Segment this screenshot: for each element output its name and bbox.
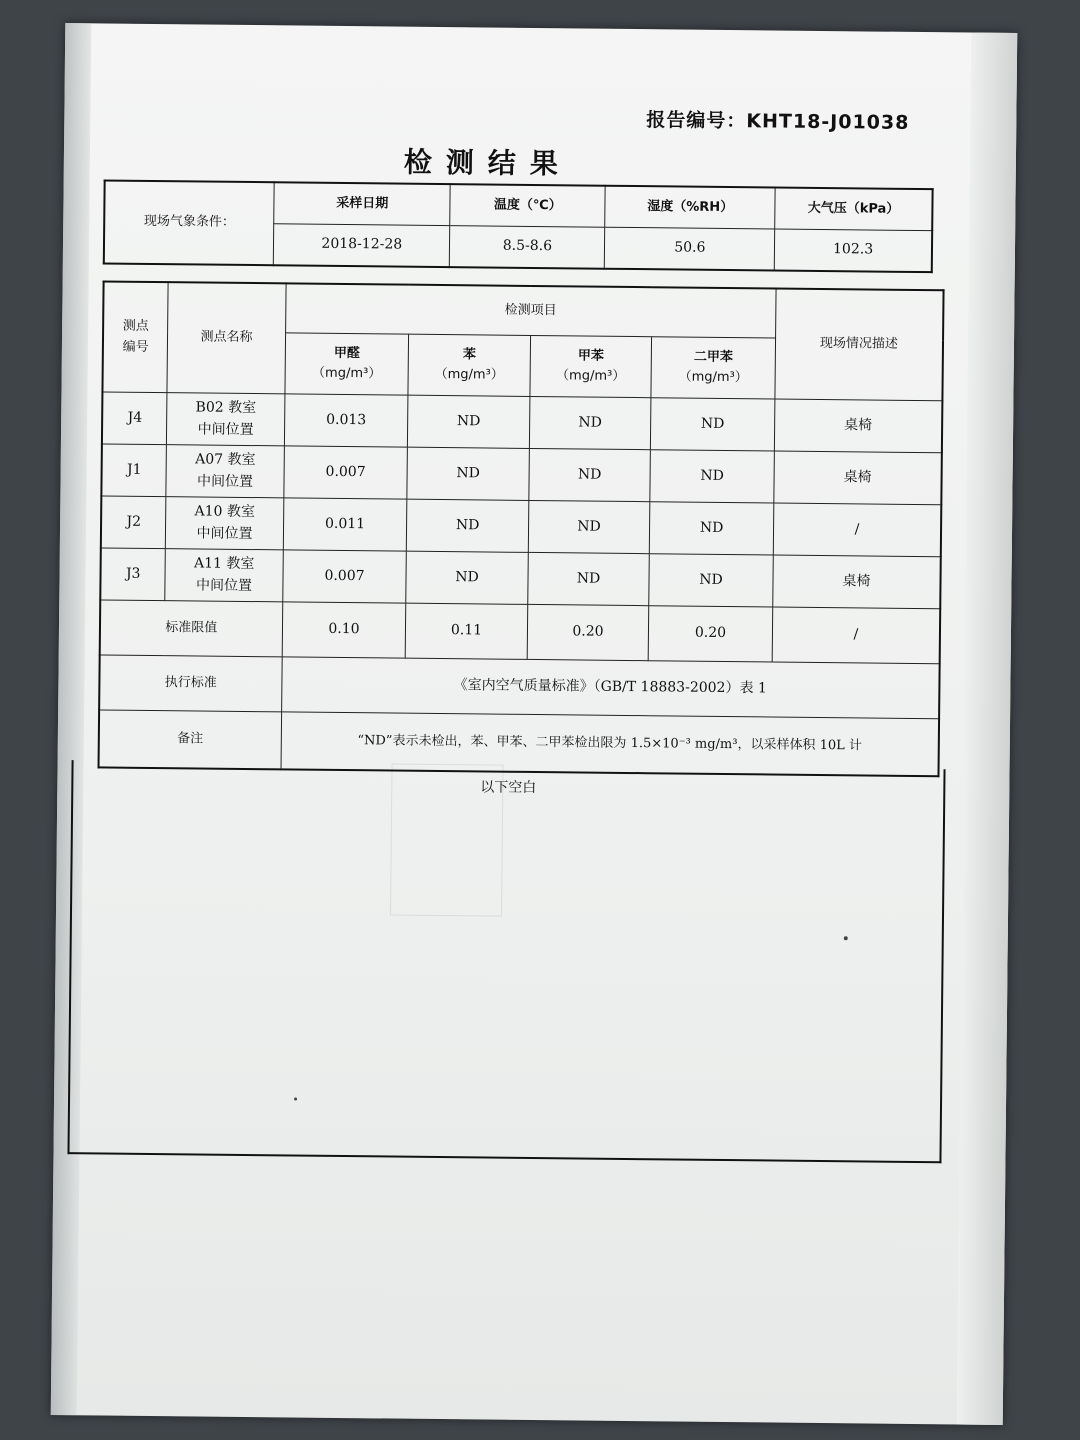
- weather-value-date: 2018-12-28: [274, 224, 451, 267]
- value-xylene: ND: [650, 502, 774, 555]
- paper-speck: [844, 936, 848, 940]
- weather-header-humidity: 湿度（%RH）: [605, 186, 775, 229]
- limit-description: /: [772, 607, 940, 664]
- value-formaldehyde: 0.007: [284, 446, 408, 499]
- value-benzene: ND: [408, 395, 530, 448]
- weather-value-pressure: 102.3: [775, 229, 933, 272]
- paper-left-shadow: [51, 23, 92, 1415]
- header-point-no: 测点 编号: [102, 281, 168, 392]
- site-description: 桌椅: [774, 399, 942, 453]
- table-row: [101, 496, 941, 557]
- point-name: A07 教室 中间位置: [166, 445, 284, 498]
- value-xylene: ND: [651, 398, 775, 451]
- point-no: J3: [100, 548, 165, 601]
- paper-sheet: [51, 23, 1018, 1425]
- header-item-benzene: [408, 334, 530, 396]
- item-unit: （mg/m³）: [434, 366, 504, 383]
- header-item-formaldehyde: [285, 333, 409, 395]
- limit-formaldehyde: 0.10: [282, 602, 406, 658]
- standard-limit-row: [100, 600, 941, 664]
- site-description: 桌椅: [773, 555, 941, 609]
- table-row: [102, 392, 942, 453]
- point-name: B02 教室 中间位置: [167, 393, 285, 446]
- limit-toluene: 0.20: [527, 604, 649, 660]
- value-toluene: ND: [529, 448, 651, 501]
- exec-standard-label: 执行标准: [99, 655, 282, 712]
- table-row: [101, 444, 941, 505]
- site-description: /: [773, 503, 941, 557]
- weather-header-temp: 温度（℃）: [450, 184, 606, 227]
- value-formaldehyde: 0.011: [283, 498, 407, 551]
- value-xylene: ND: [650, 450, 774, 503]
- weather-conditions-table: [103, 179, 934, 273]
- point-no: J2: [101, 496, 166, 549]
- report-number: 报告编号：KHT18-J01038: [646, 109, 910, 134]
- point-no: J1: [101, 444, 166, 497]
- value-toluene: ND: [528, 552, 650, 605]
- value-toluene: ND: [529, 396, 651, 449]
- item-unit: （mg/m³）: [312, 365, 382, 382]
- point-name: A11 教室 中间位置: [165, 549, 283, 602]
- results-table: [98, 280, 945, 777]
- value-benzene: ND: [407, 447, 529, 500]
- blank-area: [67, 760, 945, 1163]
- weather-value-temp: 8.5-8.6: [450, 226, 606, 269]
- show-through-mark: [390, 764, 504, 917]
- page-title: 检测结果: [403, 145, 573, 181]
- header-item-xylene: [651, 337, 775, 399]
- item-name: 甲醛: [333, 345, 360, 362]
- header-point-name: 测点名称: [167, 282, 285, 394]
- remarks-label: 备注: [99, 710, 282, 769]
- limit-benzene: 0.11: [405, 603, 527, 659]
- point-name: A10 教室 中间位置: [166, 497, 284, 550]
- limit-xylene: 0.20: [648, 606, 772, 662]
- value-benzene: ND: [407, 499, 529, 552]
- paper-speck: [294, 1098, 297, 1101]
- item-unit: （mg/m³）: [556, 368, 626, 384]
- item-unit: （mg/m³）: [678, 369, 748, 386]
- item-name: 苯: [462, 347, 476, 363]
- weather-value-humidity: 50.6: [605, 227, 775, 270]
- exec-standard-text: 《室内空气质量标准》（GB/T 18883-2002）表 1: [281, 657, 939, 719]
- value-xylene: ND: [649, 554, 773, 607]
- weather-label: 现场气象条件：: [104, 180, 275, 265]
- exec-standard-row: [99, 655, 940, 719]
- weather-header-pressure: 大气压（kPa）: [775, 187, 933, 230]
- value-formaldehyde: 0.013: [284, 394, 408, 447]
- blank-below-text: 以下空白: [480, 779, 537, 797]
- paper-right-edge: [957, 33, 1018, 1425]
- header-site-description: 现场情况描述: [775, 289, 944, 401]
- item-name: 二甲苯: [693, 349, 733, 365]
- item-name: 甲苯: [577, 348, 604, 364]
- header-item-toluene: [530, 335, 652, 397]
- value-formaldehyde: 0.007: [282, 550, 406, 603]
- site-description: 桌椅: [774, 451, 942, 505]
- table-row: [100, 548, 940, 609]
- header-test-items: 检测项目: [285, 283, 776, 338]
- remarks-text: “ND”表示未检出，苯、甲苯、二甲苯检出限为 1.5×10⁻³ mg/m³，以采样体积 10L 计: [281, 712, 939, 776]
- point-no: J4: [102, 392, 167, 445]
- standard-limit-label: 标准限值: [100, 600, 283, 657]
- weather-header-date: 采样日期: [274, 182, 451, 225]
- value-benzene: ND: [406, 551, 528, 604]
- value-toluene: ND: [528, 500, 650, 553]
